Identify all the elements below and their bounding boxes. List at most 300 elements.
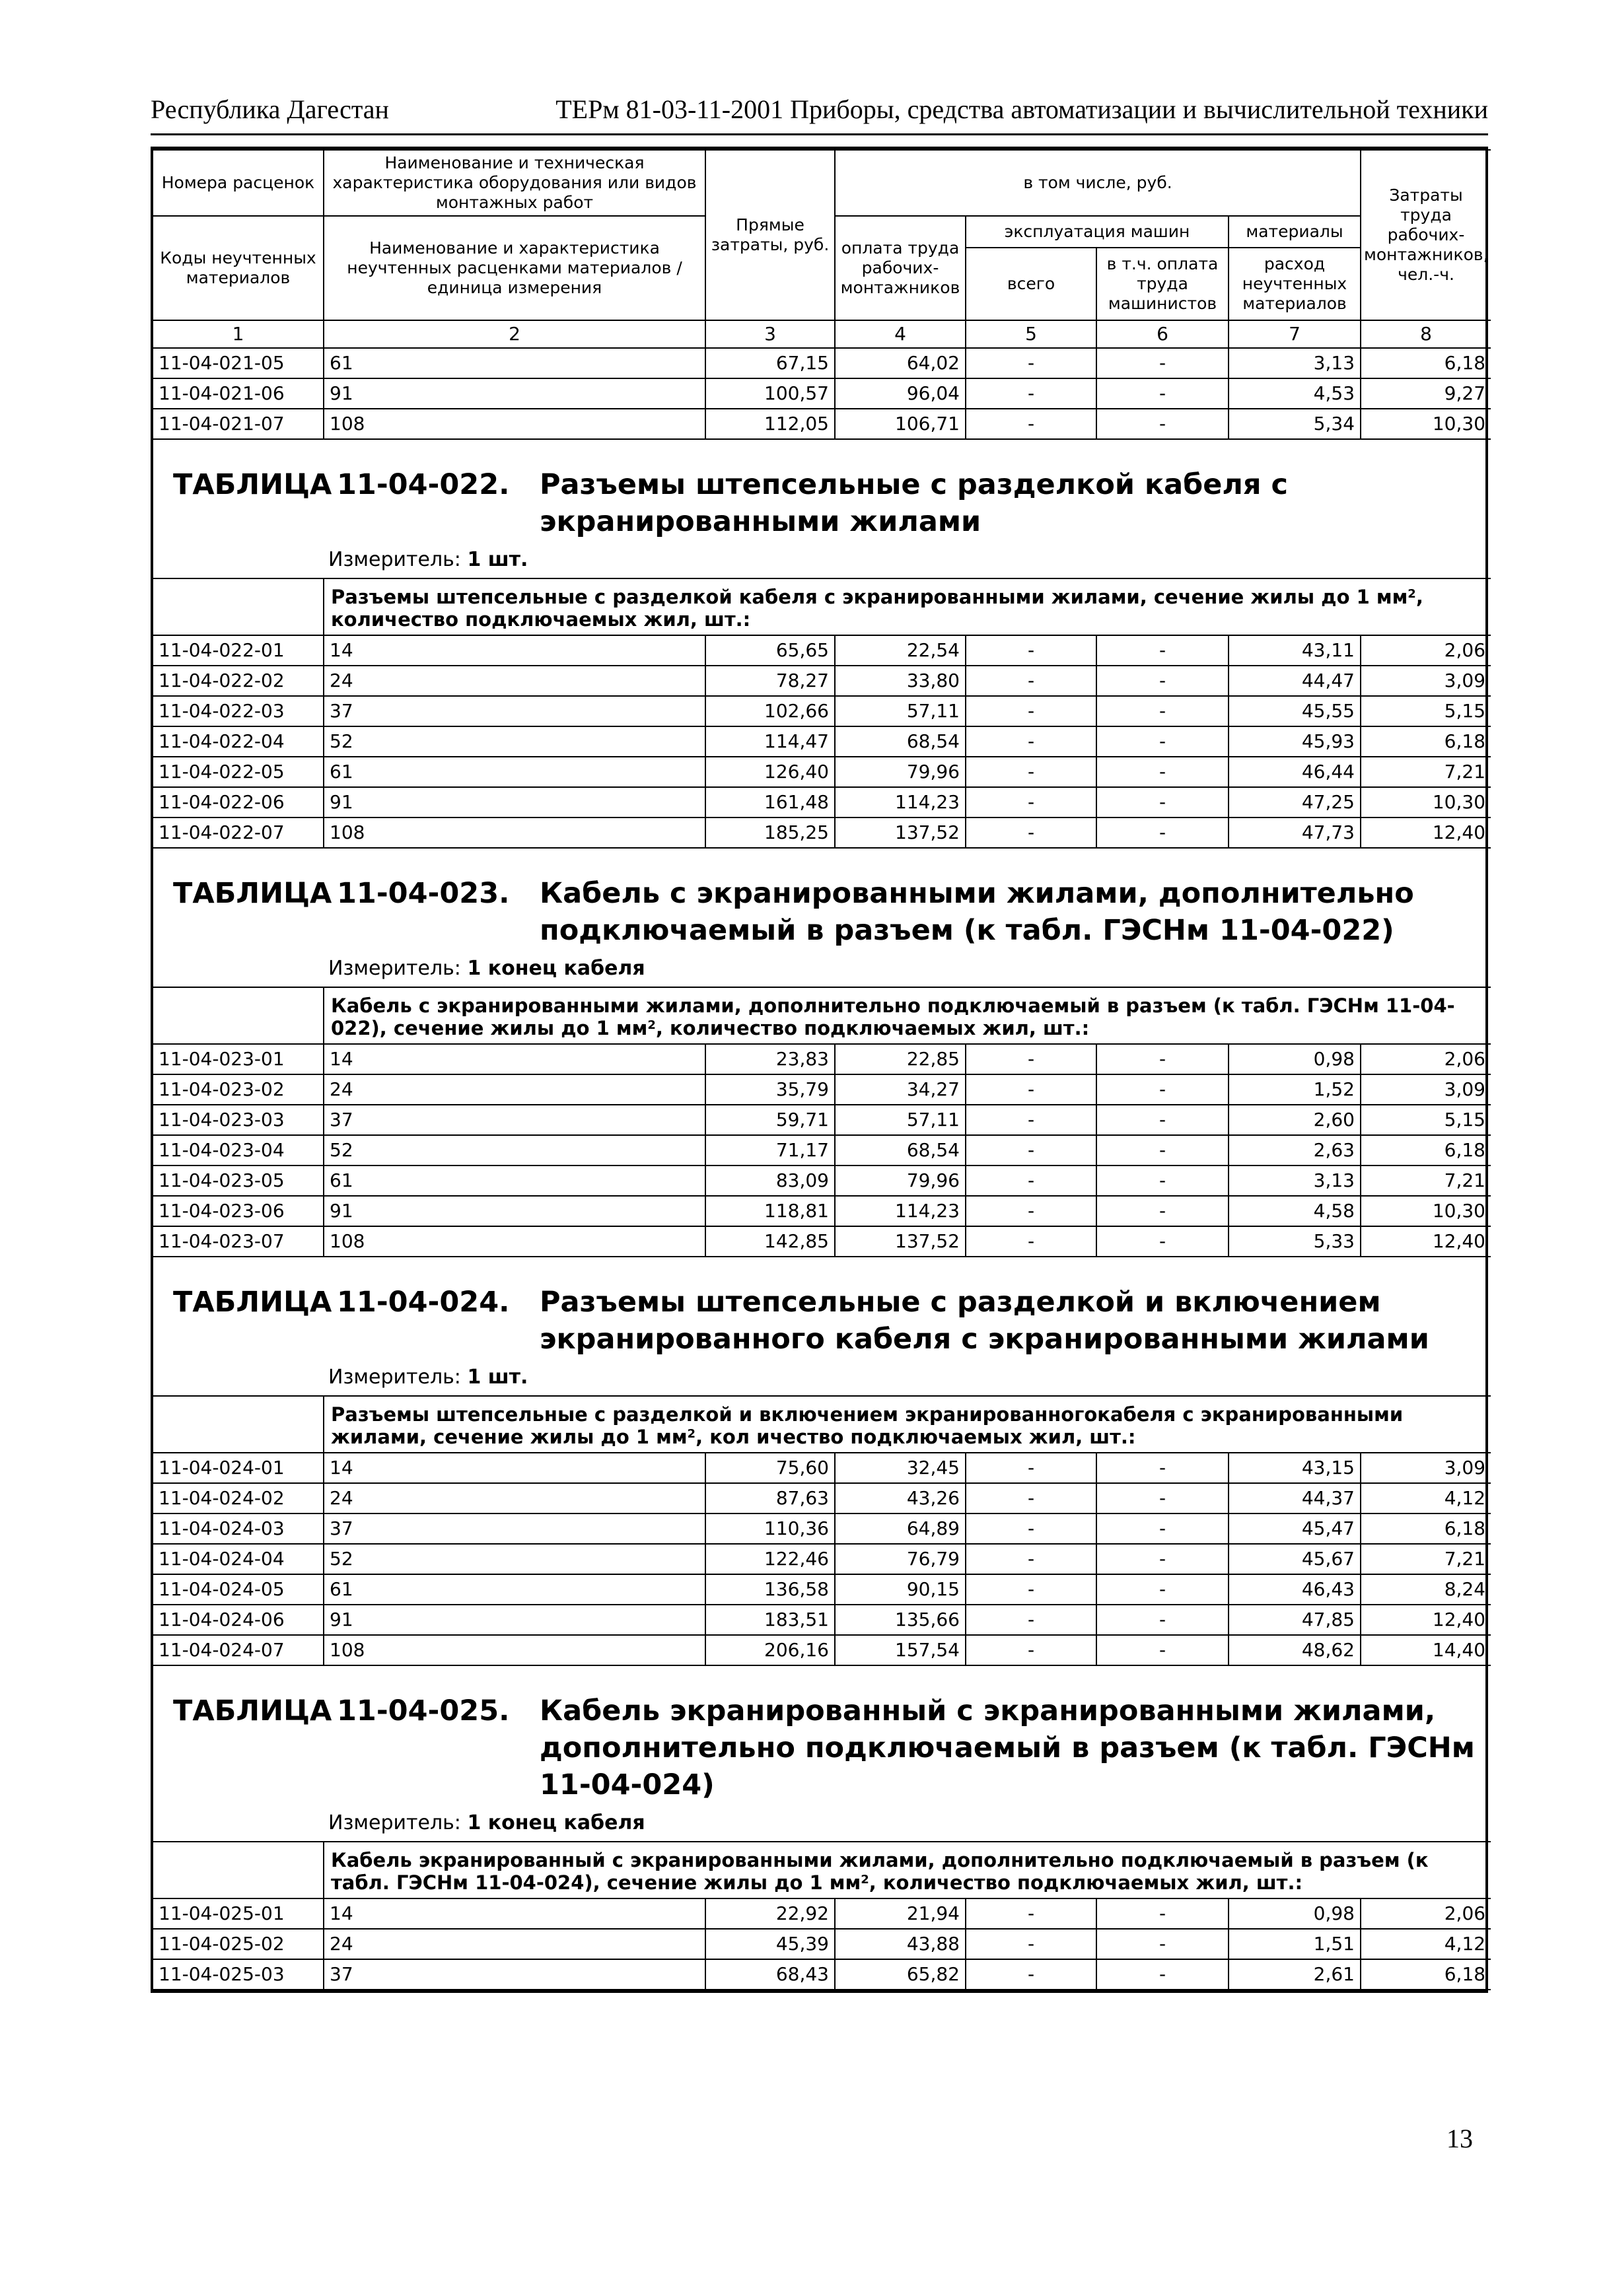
measure-unit (153, 1803, 1485, 1841)
labor-hours-cell: 12,40 (1361, 1605, 1491, 1635)
description-superscript: 2 (1408, 587, 1416, 601)
section-title (153, 849, 1485, 949)
description-row (153, 1842, 1491, 1898)
rate-code-cell: 11-04-025-01 (153, 1898, 324, 1929)
rate-code-cell: 11-04-024-02 (153, 1483, 324, 1513)
header-materials: материалы (1229, 216, 1361, 248)
direct-costs-cell: 78,27 (705, 666, 835, 696)
header-labor-pay: оплата труда рабочих-монтажников (835, 216, 966, 320)
header-unaccounted-materials: расход неучтенных материалов (1229, 248, 1361, 320)
machines-total-cell: - (966, 1074, 1096, 1105)
wire-count-cell: 14 (324, 1898, 705, 1929)
labor-hours-cell: 5,15 (1361, 696, 1491, 726)
table-row (153, 1929, 1491, 1959)
section-number: 11-04-022. (337, 468, 510, 501)
machinists-pay-cell: - (1096, 1513, 1229, 1544)
labor-hours-cell: 8,24 (1361, 1574, 1491, 1605)
materials-cost-cell: 43,11 (1229, 635, 1361, 666)
rate-code-cell: 11-04-022-04 (153, 726, 324, 757)
empty-cell (153, 1842, 324, 1898)
table-row (153, 787, 1491, 818)
direct-costs-cell: 59,71 (705, 1105, 835, 1135)
sections-container (153, 440, 1485, 1990)
labor-pay-cell: 68,54 (835, 1135, 966, 1165)
wire-count-cell: 14 (324, 1453, 705, 1483)
table-row (153, 1959, 1491, 1990)
labor-pay-cell: 68,54 (835, 726, 966, 757)
rate-code-cell: 11-04-025-03 (153, 1959, 324, 1990)
column-number-row (153, 320, 1491, 348)
labor-hours-cell: 7,21 (1361, 1544, 1491, 1574)
table-section (153, 849, 1485, 1257)
direct-costs-cell: 83,09 (705, 1165, 835, 1196)
table-row (153, 666, 1491, 696)
labor-hours-cell: 6,18 (1361, 1959, 1491, 1990)
machinists-pay-cell: - (1096, 1105, 1229, 1135)
rate-code-cell: 11-04-023-04 (153, 1135, 324, 1165)
machinists-pay-cell: - (1096, 1226, 1229, 1257)
machinists-pay-cell: - (1096, 1135, 1229, 1165)
materials-cost-cell: 5,34 (1229, 409, 1361, 439)
direct-costs-cell: 100,57 (705, 378, 835, 409)
empty-cell (153, 1396, 324, 1453)
wire-count-cell: 91 (324, 1196, 705, 1226)
section-label: ТАБЛИЦА (173, 877, 332, 910)
section-heading: Кабель с экранированными жилами, дополнительно подключаемый в разъем (к табл. ГЭСНм 11-04-022) (540, 877, 1414, 947)
rate-code-cell: 11-04-025-02 (153, 1929, 324, 1959)
wire-count-cell: 14 (324, 635, 705, 666)
materials-cost-cell: 2,60 (1229, 1105, 1361, 1135)
measure-unit (153, 1358, 1485, 1395)
machines-total-cell: - (966, 1898, 1096, 1929)
labor-hours-cell: 14,40 (1361, 1635, 1491, 1665)
header-machines-total: всего (966, 248, 1096, 320)
machinists-pay-cell: - (1096, 378, 1229, 409)
labor-pay-cell: 32,45 (835, 1453, 966, 1483)
direct-costs-cell: 142,85 (705, 1226, 835, 1257)
machinists-pay-cell: - (1096, 1544, 1229, 1574)
direct-costs-cell: 136,58 (705, 1574, 835, 1605)
direct-costs-cell: 23,83 (705, 1044, 835, 1074)
direct-costs-cell: 87,63 (705, 1483, 835, 1513)
section-description (324, 1396, 1491, 1453)
labor-pay-cell: 64,02 (835, 348, 966, 378)
machines-total-cell: - (966, 1544, 1096, 1574)
materials-cost-cell: 5,33 (1229, 1226, 1361, 1257)
labor-hours-cell: 9,27 (1361, 378, 1491, 409)
section-heading: Разъемы штепсельные с разделкой кабеля с экранированными жилами (540, 468, 1288, 538)
rate-code-cell: 11-04-023-07 (153, 1226, 324, 1257)
column-number: 5 (966, 320, 1096, 348)
section-title (153, 1666, 1485, 1803)
labor-hours-cell: 3,09 (1361, 666, 1491, 696)
machines-total-cell: - (966, 1105, 1096, 1135)
machines-total-cell: - (966, 787, 1096, 818)
machines-total-cell: - (966, 1196, 1096, 1226)
section-number: 11-04-023. (337, 877, 510, 910)
direct-costs-cell: 183,51 (705, 1605, 835, 1635)
direct-costs-cell: 65,65 (705, 635, 835, 666)
labor-pay-cell: 43,88 (835, 1929, 966, 1959)
description-superscript: 2 (647, 1018, 656, 1032)
header-labor-hours: Затраты труда рабочих-монтажников, чел.-ч. (1361, 150, 1491, 320)
direct-costs-cell: 71,17 (705, 1135, 835, 1165)
machinists-pay-cell: - (1096, 726, 1229, 757)
rate-code-cell: 11-04-024-04 (153, 1544, 324, 1574)
section-label: ТАБЛИЦА (173, 1286, 332, 1319)
machines-total-cell: - (966, 696, 1096, 726)
machinists-pay-cell: - (1096, 1574, 1229, 1605)
rate-code-cell: 11-04-023-01 (153, 1044, 324, 1074)
description-superscript: 2 (687, 1427, 696, 1441)
machines-total-cell: - (966, 635, 1096, 666)
table-row (153, 1135, 1491, 1165)
table-section (153, 1257, 1485, 1666)
materials-cost-cell: 4,53 (1229, 378, 1361, 409)
labor-hours-cell: 12,40 (1361, 818, 1491, 848)
rate-code-cell: 11-04-024-06 (153, 1605, 324, 1635)
labor-pay-cell: 106,71 (835, 409, 966, 439)
wire-count-cell: 108 (324, 1635, 705, 1665)
price-table (153, 1841, 1491, 1990)
section-label: ТАБЛИЦА (173, 468, 332, 501)
header-col1-top: Номера расценок (153, 150, 324, 216)
table-row (153, 757, 1491, 787)
measure-unit-value: 1 шт. (467, 548, 528, 571)
machinists-pay-cell: - (1096, 1635, 1229, 1665)
machinists-pay-cell: - (1096, 696, 1229, 726)
direct-costs-cell: 122,46 (705, 1544, 835, 1574)
wire-count-cell: 14 (324, 1044, 705, 1074)
direct-costs-cell: 114,47 (705, 726, 835, 757)
table-section (153, 440, 1485, 849)
wire-count-cell: 52 (324, 1544, 705, 1574)
table-row (153, 378, 1491, 409)
labor-pay-cell: 65,82 (835, 1959, 966, 1990)
labor-hours-cell: 3,09 (1361, 1453, 1491, 1483)
section-title (153, 440, 1485, 540)
section-heading: Разъемы штепсельные с разделкой и включением экранированного кабеля с экранированными жилами (540, 1286, 1429, 1356)
direct-costs-cell: 161,48 (705, 787, 835, 818)
table-row (153, 1574, 1491, 1605)
labor-hours-cell: 12,40 (1361, 1226, 1491, 1257)
wire-count-cell: 108 (324, 1226, 705, 1257)
labor-pay-cell: 21,94 (835, 1898, 966, 1929)
labor-pay-cell: 90,15 (835, 1574, 966, 1605)
header-including: в том числе, руб. (835, 150, 1361, 216)
machines-total-cell: - (966, 1959, 1096, 1990)
description-row (153, 1396, 1491, 1453)
direct-costs-cell: 75,60 (705, 1453, 835, 1483)
wire-count-cell: 37 (324, 1959, 705, 1990)
column-number: 3 (705, 320, 835, 348)
labor-hours-cell: 6,18 (1361, 348, 1491, 378)
table-row (153, 1226, 1491, 1257)
measure-unit (153, 540, 1485, 578)
direct-costs-cell: 67,15 (705, 348, 835, 378)
wire-count-cell: 91 (324, 378, 705, 409)
wire-count-cell: 37 (324, 1105, 705, 1135)
measure-unit-label: Измеритель: (328, 957, 461, 980)
machinists-pay-cell: - (1096, 1959, 1229, 1990)
rate-code-cell: 11-04-022-02 (153, 666, 324, 696)
rate-code-cell: 11-04-022-07 (153, 818, 324, 848)
materials-cost-cell: 45,67 (1229, 1544, 1361, 1574)
table-row (153, 1513, 1491, 1544)
table-row (153, 1544, 1491, 1574)
wire-count-cell: 61 (324, 1574, 705, 1605)
machinists-pay-cell: - (1096, 1044, 1229, 1074)
direct-costs-cell: 68,43 (705, 1959, 835, 1990)
materials-cost-cell: 3,13 (1229, 1165, 1361, 1196)
rate-code-cell: 11-04-024-05 (153, 1574, 324, 1605)
section-number: 11-04-025. (337, 1694, 510, 1727)
direct-costs-cell: 35,79 (705, 1074, 835, 1105)
materials-cost-cell: 47,73 (1229, 818, 1361, 848)
labor-hours-cell: 7,21 (1361, 1165, 1491, 1196)
labor-pay-cell: 76,79 (835, 1544, 966, 1574)
wire-count-cell: 24 (324, 666, 705, 696)
rate-code-cell: 11-04-022-05 (153, 757, 324, 787)
price-table (153, 987, 1491, 1257)
price-table (153, 578, 1491, 849)
labor-pay-cell: 64,89 (835, 1513, 966, 1544)
rate-code-cell: 11-04-024-07 (153, 1635, 324, 1665)
measure-unit-label: Измеритель: (328, 1811, 461, 1834)
section-number: 11-04-024. (337, 1286, 510, 1319)
table-row (153, 1483, 1491, 1513)
machinists-pay-cell: - (1096, 1898, 1229, 1929)
table-row (153, 1635, 1491, 1665)
header-machines: эксплуатация машин (966, 216, 1229, 248)
materials-cost-cell: 46,43 (1229, 1574, 1361, 1605)
machinists-pay-cell: - (1096, 1929, 1229, 1959)
rate-code-cell: 11-04-021-05 (153, 348, 324, 378)
labor-pay-cell: 43,26 (835, 1483, 966, 1513)
table-row (153, 1165, 1491, 1196)
machinists-pay-cell: - (1096, 787, 1229, 818)
measure-unit-label: Измеритель: (328, 548, 461, 571)
table-row (153, 409, 1491, 439)
machines-total-cell: - (966, 1135, 1096, 1165)
wire-count-cell: 52 (324, 726, 705, 757)
labor-pay-cell: 34,27 (835, 1074, 966, 1105)
description-row (153, 987, 1491, 1044)
measure-unit-value: 1 конец кабеля (467, 1811, 645, 1834)
labor-pay-cell: 137,52 (835, 818, 966, 848)
wire-count-cell: 37 (324, 696, 705, 726)
machines-total-cell: - (966, 1574, 1096, 1605)
machines-total-cell: - (966, 1635, 1096, 1665)
description-text: Кабель экранированный с экранированными жилами, дополнительно подключаемый в разъем (к табл. ГЭСНм 11-04-024), сечение жилы до 1 мм (331, 1849, 1429, 1894)
measure-unit (153, 949, 1485, 987)
labor-hours-cell: 5,15 (1361, 1105, 1491, 1135)
section-description (324, 1842, 1491, 1898)
rate-code-cell: 11-04-024-01 (153, 1453, 324, 1483)
column-number: 4 (835, 320, 966, 348)
machines-total-cell: - (966, 1513, 1096, 1544)
section-description (324, 578, 1491, 635)
materials-cost-cell: 43,15 (1229, 1453, 1361, 1483)
machines-total-cell: - (966, 378, 1096, 409)
rate-code-cell: 11-04-024-03 (153, 1513, 324, 1544)
direct-costs-cell: 22,92 (705, 1898, 835, 1929)
wire-count-cell: 61 (324, 348, 705, 378)
description-text-end: , количество подключаемых жил, шт.: (869, 1871, 1303, 1894)
machines-total-cell: - (966, 818, 1096, 848)
measure-unit-value: 1 шт. (467, 1366, 528, 1389)
rate-code-cell: 11-04-022-03 (153, 696, 324, 726)
machines-total-cell: - (966, 1226, 1096, 1257)
labor-pay-cell: 22,85 (835, 1044, 966, 1074)
materials-cost-cell: 47,85 (1229, 1605, 1361, 1635)
labor-pay-cell: 157,54 (835, 1635, 966, 1665)
wire-count-cell: 24 (324, 1483, 705, 1513)
machinists-pay-cell: - (1096, 1453, 1229, 1483)
machinists-pay-cell: - (1096, 1483, 1229, 1513)
price-table (153, 1395, 1491, 1666)
wire-count-cell: 91 (324, 787, 705, 818)
description-text-end: , количество подключаемых жил, шт.: (655, 1017, 1090, 1039)
column-number: 2 (324, 320, 705, 348)
header-machinists-pay: в т.ч. оплата труда машинистов (1096, 248, 1229, 320)
labor-hours-cell: 4,12 (1361, 1483, 1491, 1513)
table-row (153, 348, 1491, 378)
table-row (153, 818, 1491, 848)
materials-cost-cell: 3,13 (1229, 348, 1361, 378)
region-name: Республика Дагестан (151, 94, 389, 124)
table-row (153, 1605, 1491, 1635)
section-description (324, 987, 1491, 1044)
description-text-end: , кол ичество подключаемых жил, шт.: (696, 1426, 1136, 1448)
header-direct-costs: Прямые затраты, руб. (705, 150, 835, 320)
materials-cost-cell: 0,98 (1229, 1044, 1361, 1074)
machinists-pay-cell: - (1096, 409, 1229, 439)
labor-pay-cell: 96,04 (835, 378, 966, 409)
labor-hours-cell: 4,12 (1361, 1929, 1491, 1959)
rate-code-cell: 11-04-023-03 (153, 1105, 324, 1135)
machines-total-cell: - (966, 1044, 1096, 1074)
machines-total-cell: - (966, 666, 1096, 696)
machines-total-cell: - (966, 348, 1096, 378)
wire-count-cell: 61 (324, 1165, 705, 1196)
machines-total-cell: - (966, 726, 1096, 757)
price-sheet (151, 147, 1488, 1993)
labor-pay-cell: 79,96 (835, 757, 966, 787)
rate-code-cell: 11-04-023-02 (153, 1074, 324, 1105)
wire-count-cell: 108 (324, 409, 705, 439)
machines-total-cell: - (966, 1929, 1096, 1959)
materials-cost-cell: 48,62 (1229, 1635, 1361, 1665)
materials-cost-cell: 4,58 (1229, 1196, 1361, 1226)
machinists-pay-cell: - (1096, 635, 1229, 666)
table-row (153, 1898, 1491, 1929)
labor-pay-cell: 114,23 (835, 787, 966, 818)
machines-total-cell: - (966, 409, 1096, 439)
running-head (151, 91, 1488, 135)
machinists-pay-cell: - (1096, 757, 1229, 787)
machinists-pay-cell: - (1096, 1196, 1229, 1226)
section-heading: Кабель экранированный с экранированными жилами, дополнительно подключаемый в разъем (к табл. ГЭСНм 11-04-024) (540, 1694, 1475, 1801)
direct-costs-cell: 126,40 (705, 757, 835, 787)
machinists-pay-cell: - (1096, 1605, 1229, 1635)
machinists-pay-cell: - (1096, 348, 1229, 378)
column-number: 6 (1096, 320, 1229, 348)
materials-cost-cell: 45,93 (1229, 726, 1361, 757)
machines-total-cell: - (966, 1453, 1096, 1483)
materials-cost-cell: 45,47 (1229, 1513, 1361, 1544)
labor-hours-cell: 10,30 (1361, 787, 1491, 818)
table-section (153, 1666, 1485, 1990)
direct-costs-cell: 185,25 (705, 818, 835, 848)
direct-costs-cell: 112,05 (705, 409, 835, 439)
labor-pay-cell: 137,52 (835, 1226, 966, 1257)
rate-code-cell: 11-04-021-07 (153, 409, 324, 439)
materials-cost-cell: 44,47 (1229, 666, 1361, 696)
machinists-pay-cell: - (1096, 666, 1229, 696)
wire-count-cell: 91 (324, 1605, 705, 1635)
labor-hours-cell: 2,06 (1361, 1898, 1491, 1929)
page-number: 13 (1446, 2124, 1473, 2153)
machines-total-cell: - (966, 757, 1096, 787)
description-row (153, 578, 1491, 635)
column-number: 1 (153, 320, 324, 348)
materials-cost-cell: 0,98 (1229, 1898, 1361, 1929)
machinists-pay-cell: - (1096, 818, 1229, 848)
materials-cost-cell: 2,63 (1229, 1135, 1361, 1165)
table-row (153, 1105, 1491, 1135)
labor-hours-cell: 6,18 (1361, 1513, 1491, 1544)
table-11-04-021-rows (153, 348, 1491, 439)
description-superscript: 2 (861, 1873, 869, 1887)
labor-pay-cell: 114,23 (835, 1196, 966, 1226)
table-row (153, 1044, 1491, 1074)
labor-pay-cell: 79,96 (835, 1165, 966, 1196)
header-col1-bottom: Коды неучтенных материалов (153, 216, 324, 320)
rate-code-cell: 11-04-022-01 (153, 635, 324, 666)
rate-code-cell: 11-04-022-06 (153, 787, 324, 818)
machines-total-cell: - (966, 1605, 1096, 1635)
labor-hours-cell: 10,30 (1361, 409, 1491, 439)
labor-hours-cell: 7,21 (1361, 757, 1491, 787)
materials-cost-cell: 46,44 (1229, 757, 1361, 787)
empty-cell (153, 987, 324, 1044)
labor-hours-cell: 6,18 (1361, 1135, 1491, 1165)
labor-pay-cell: 22,54 (835, 635, 966, 666)
machines-total-cell: - (966, 1165, 1096, 1196)
direct-costs-cell: 45,39 (705, 1929, 835, 1959)
labor-pay-cell: 57,11 (835, 1105, 966, 1135)
direct-costs-cell: 102,66 (705, 696, 835, 726)
machines-total-cell: - (966, 1483, 1096, 1513)
machinists-pay-cell: - (1096, 1074, 1229, 1105)
rate-code-cell: 11-04-023-06 (153, 1196, 324, 1226)
column-number: 8 (1361, 320, 1491, 348)
materials-cost-cell: 1,51 (1229, 1929, 1361, 1959)
empty-cell (153, 578, 324, 635)
measure-unit-value: 1 конец кабеля (467, 957, 645, 980)
header-col2-top: Наименование и техническая характеристика оборудования или видов монтажных работ (324, 150, 705, 216)
column-number: 7 (1229, 320, 1361, 348)
wire-count-cell: 37 (324, 1513, 705, 1544)
wire-count-cell: 108 (324, 818, 705, 848)
direct-costs-cell: 118,81 (705, 1196, 835, 1226)
table-row (153, 726, 1491, 757)
section-label: ТАБЛИЦА (173, 1694, 332, 1727)
table-row (153, 1453, 1491, 1483)
description-text: Разъемы штепсельные с разделкой кабеля с экранированными жилами, сечение жилы до 1 мм (331, 586, 1408, 608)
materials-cost-cell: 45,55 (1229, 696, 1361, 726)
